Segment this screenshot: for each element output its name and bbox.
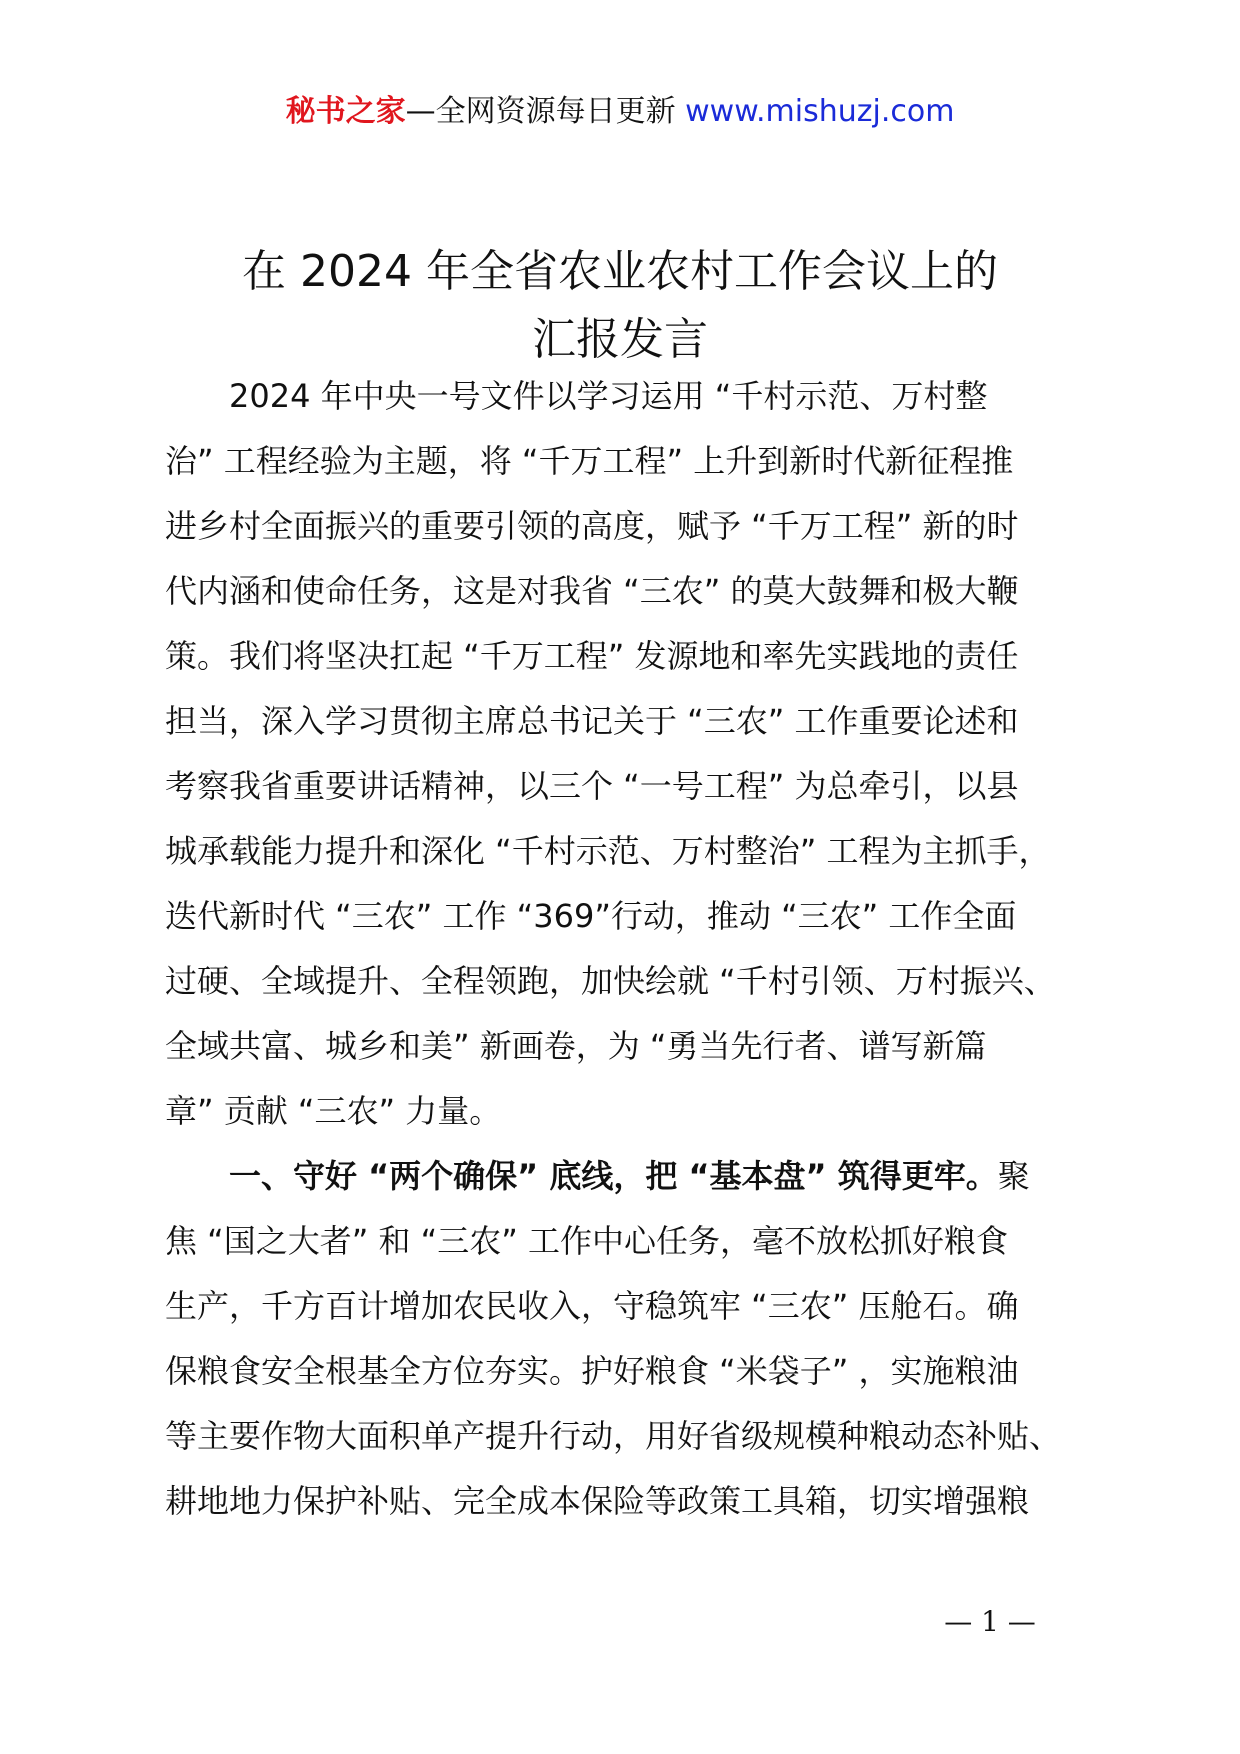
title-line-1: 在 2024 年全省农业农村工作会议上的 — [242, 246, 998, 297]
section-heading-line — [165, 1144, 1105, 1209]
body-line: 城承载能力提升和深化 “千村示范、万村整治” 工程为主抓手， — [165, 832, 1051, 870]
section-heading: 一、守好 “两个确保” 底线，把 “基本盘” 筑得更牢。 — [165, 1157, 998, 1195]
body-line: 担当，深入学习贯彻主席总书记关于 “三农” 工作重要论述和 — [165, 702, 1019, 740]
body-line: 2024 年中央一号文件以学习运用 “千村示范、万村整 — [165, 377, 988, 415]
site-banner — [0, 92, 1240, 132]
section-line: 保粮食安全根基全方位夯实。护好粮食 “米袋子” ，实施粮油 — [165, 1352, 1019, 1390]
section-line: 等主要作物大面积单产提升行动，用好省级规模种粮动态补贴、 — [165, 1417, 1062, 1455]
body-line: 过硬、全域提升、全程领跑，加快绘就 “千村引领、万村振兴、 — [165, 962, 1056, 1000]
section-line: 焦 “国之大者” 和 “三农” 工作中心任务，毫不放松抓好粮食 — [165, 1222, 1009, 1260]
section-heading-tail: 聚 — [997, 1157, 1030, 1195]
section-line: 耕地地力保护补贴、完全成本保险等政策工具箱，切实增强粮 — [165, 1482, 1030, 1520]
body-line: 章” 贡献 “三农” 力量。 — [165, 1092, 502, 1130]
document-title — [0, 238, 1240, 374]
body-line: 策。我们将坚决扛起 “千万工程” 发源地和率先实践地的责任 — [165, 637, 1019, 675]
document-body — [165, 364, 1105, 1534]
body-line: 全域共富、城乡和美” 新画卷，为 “勇当先行者、谱写新篇 — [165, 1027, 987, 1065]
body-line: 代内涵和使命任务，这是对我省 “三农” 的莫大鼓舞和极大鞭 — [165, 572, 1019, 610]
site-tagline: —全网资源每日更新 — [405, 94, 686, 129]
body-line: 迭代新时代 “三农” 工作 “369”行动，推动 “三农” 工作全面 — [165, 897, 1017, 935]
body-line: 进乡村全面振兴的重要引领的高度，赋予 “千万工程” 新的时 — [165, 507, 1019, 545]
body-line: 治” 工程经验为主题，将 “千万工程” 上升到新时代新征程推 — [165, 442, 1014, 480]
site-url-link[interactable]: www.mishuzj.com — [685, 94, 955, 129]
page-number: — 1 — — [944, 1605, 1036, 1638]
site-brand: 秘书之家 — [285, 94, 406, 129]
body-line: 考察我省重要讲话精神，以三个 “一号工程” 为总牵引，以县 — [165, 767, 1019, 805]
title-line-2: 汇报发言 — [532, 314, 708, 365]
section-line: 生产，千方百计增加农民收入，守稳筑牢 “三农” 压舱石。确 — [165, 1287, 1019, 1325]
